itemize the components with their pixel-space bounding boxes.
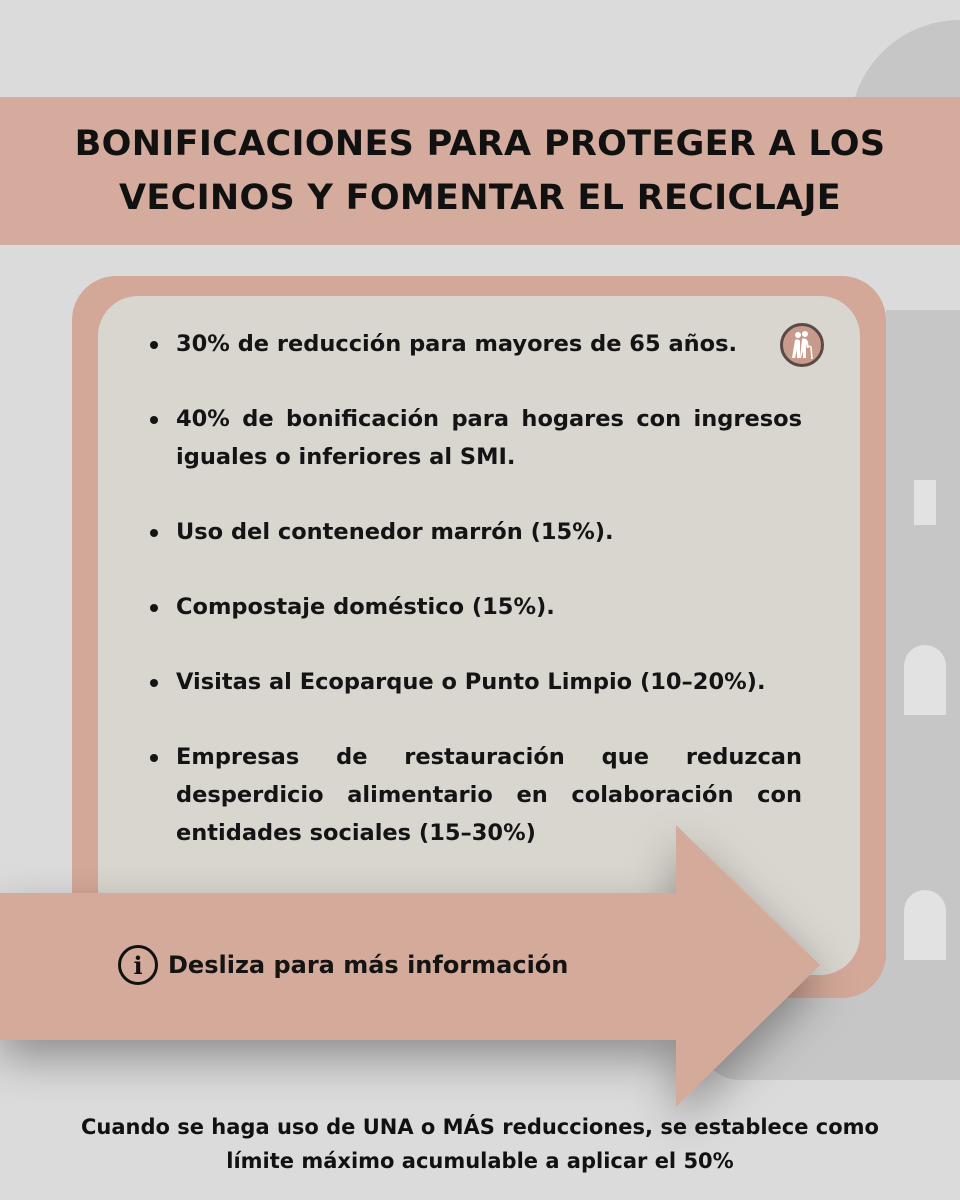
list-item: 30% de reducción para mayores de 65 años.: [148, 325, 802, 363]
title-banner: [0, 97, 960, 245]
list-item: Compostaje doméstico (15%).: [148, 588, 802, 626]
swipe-label: Desliza para más información: [168, 951, 569, 979]
list-item: Uso del contenedor marrón (15%).: [148, 513, 802, 551]
castle-window-background: [904, 890, 946, 960]
footer-note: [40, 1110, 920, 1178]
castle-window-background: [904, 645, 946, 715]
list-item: 40% de bonificación para hogares con ingresos iguales o inferiores al SMI.: [148, 400, 802, 476]
list-item: Empresas de restauración que reduzcan desperdicio alimentario en colaboración con entidades sociales (15–30%): [148, 738, 802, 852]
info-icon: i: [118, 945, 158, 985]
title-line-2: VECINOS Y FOMENTAR EL RECICLAJE: [118, 178, 841, 218]
list-item: Visitas al Ecoparque o Punto Limpio (10–20%).: [148, 663, 802, 701]
footer-line-1: Cuando se haga uso de UNA o MÁS reducciones, se establece como: [81, 1115, 879, 1139]
bonus-list: [148, 325, 802, 889]
page-title: [75, 117, 886, 225]
footer-line-2: límite máximo acumulable a aplicar el 50%: [226, 1149, 734, 1173]
swipe-hint[interactable]: [118, 945, 568, 985]
elderly-couple-icon: [780, 323, 824, 367]
castle-window-background: [914, 480, 936, 525]
title-line-1: BONIFICACIONES PARA PROTEGER A LOS: [74, 124, 886, 164]
